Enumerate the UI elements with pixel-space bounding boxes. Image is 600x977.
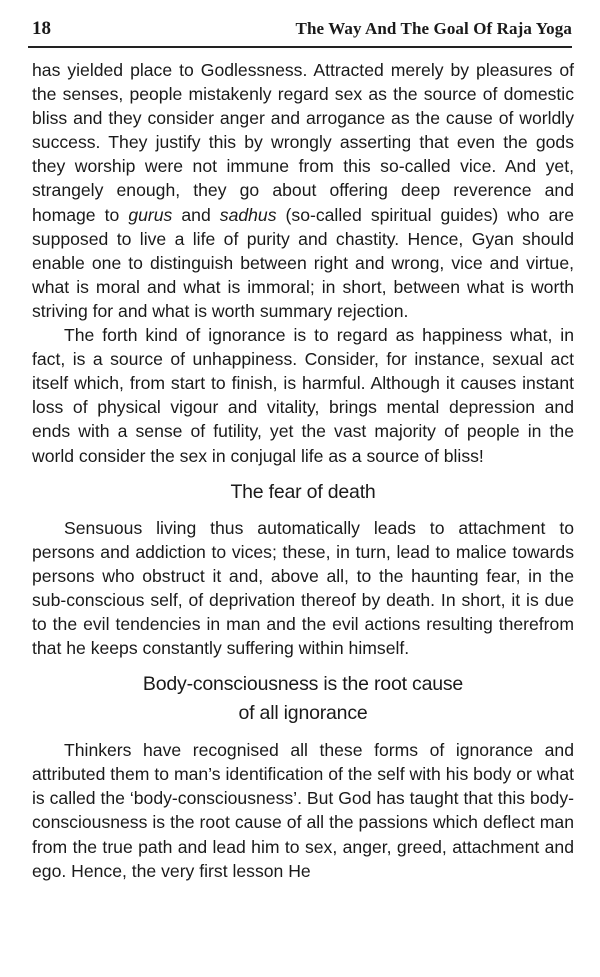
section-heading-body-consciousness: [32, 660, 574, 738]
paragraph-text: has yielded place to Godlessness. Attracted merely by pleasures of the senses, people mistakenly regard sex as the source of domestic bliss and they consider anger and arrogance as the cause of worldly success. They justify this by wrongly asserting that even the gods they worship were not immune from this so-called vice. And yet, strangely enough, they go about offering deep reverence and homage to: [32, 60, 574, 225]
page-number: 18: [32, 18, 51, 39]
italic-term-sadhus: sadhus: [219, 204, 277, 225]
section-heading-fear-of-death: The fear of death: [230, 480, 376, 503]
paragraph-fourth-ignorance: The forth kind of ignorance is to regard as happiness what, in fact, is a source of unhappiness. Consider, for instance, sexual act itself which, from start to finish, is harmful. Although it causes instant loss of physical vigour and vitality, brings mental depression and ends with a sense of futility, yet the vast majority of people in the world consider the sex in conjugal life as a source of bliss!: [32, 325, 574, 466]
paragraph-text: (so-called spiritual guides) who are supposed to live a life of purity and chastity. Hence, Gyan should enable one to distinguish between right and wrong, vice and virtue, what is moral and what is immoral; in short, between what is worth striving for and what is worth summary rejection.: [32, 204, 574, 321]
paragraph-text: and: [172, 204, 220, 225]
heading-line-2: of all ignorance: [238, 702, 368, 725]
running-header: [28, 14, 572, 48]
paragraph-thinkers: Thinkers have recognised all these forms of ignorance and attributed them to man’s identification of the self with his body or what is called the ‘body-consciousness’. But God has taught that this body-consciousness is the root cause of all the passions which deflect man from the true path and lead him to sex, anger, greed, attachment and ego. Hence, the very first lesson He: [32, 740, 574, 881]
running-title: The Way And The Goal Of Raja Yoga: [295, 19, 572, 38]
italic-term-gurus: gurus: [128, 204, 173, 225]
paragraph-continued: [32, 58, 574, 323]
page-body: [32, 58, 574, 883]
heading-line-1: Body-consciousness is the root cause: [142, 673, 464, 696]
paragraph-sensuous-living: Sensuous living thus automatically leads to attachment to persons and addiction to vices; these, in turn, lead to malice towards persons who obstruct it and, above all, to the haunting fear, in the sub-conscious self, of deprivation thereof by death. In short, it is due to the evil tendencies in man and the evil actions resulting therefrom that he keeps constantly suffering within himself.: [32, 517, 574, 659]
